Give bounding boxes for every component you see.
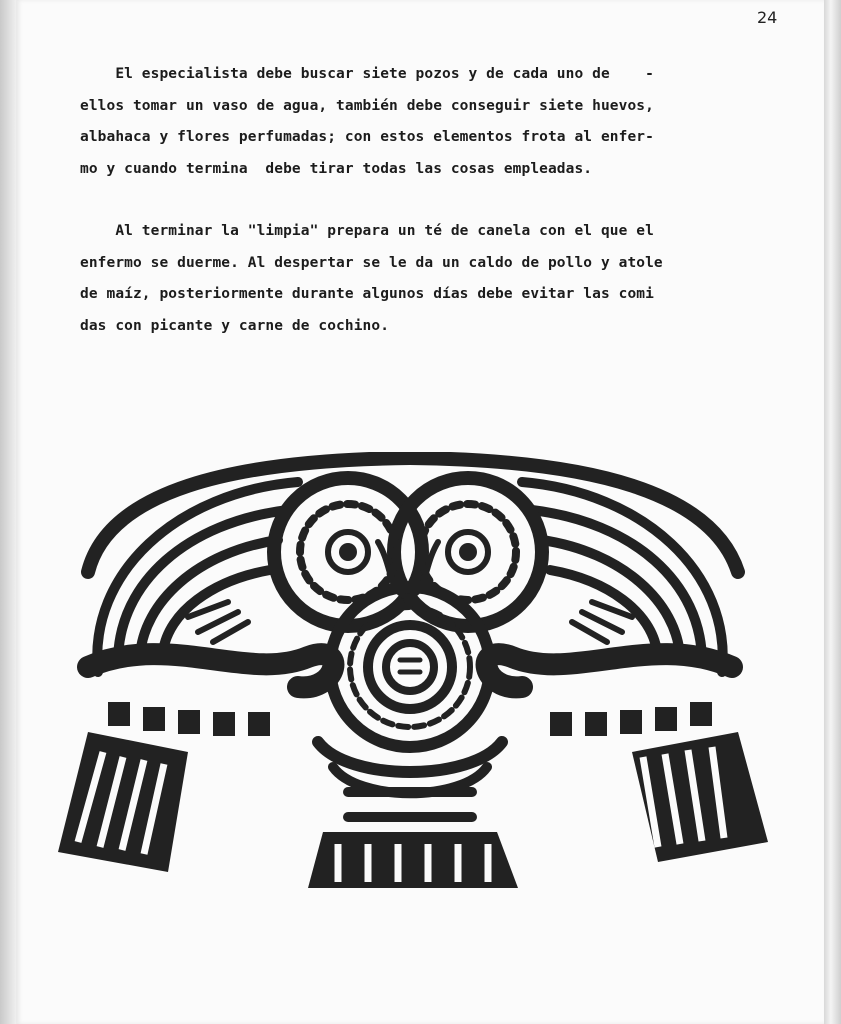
- page-number: 24: [757, 8, 778, 27]
- paragraph-line: mo y cuando termina debe tirar todas las cosas empleadas.: [80, 160, 593, 177]
- paragraph-1: [80, 59, 756, 185]
- paragraph-line: El especialista debe buscar siete pozos y de cada uno de -: [80, 66, 654, 82]
- paragraph-line: Al terminar la "limpia" prepara un té de canela con el que el: [80, 223, 654, 239]
- woodcut-illustration: [48, 452, 772, 898]
- right-page-edge: [824, 0, 841, 1024]
- paragraph-line: ellos tomar un vaso de agua, también debe conseguir siete huevos,: [80, 97, 654, 114]
- paragraph-2: [80, 216, 756, 342]
- paragraph-line: das con picante y carne de cochino.: [80, 317, 390, 334]
- paragraph-line: albahaca y flores perfumadas; con estos elementos frota al enfer-: [80, 129, 654, 145]
- left-page-edge: [0, 0, 16, 1024]
- paragraph-line: de maíz, posteriormente durante algunos días debe evitar las comi: [80, 286, 654, 302]
- paragraph-line: enfermo se duerme. Al despertar se le da un caldo de pollo y atole: [80, 254, 663, 271]
